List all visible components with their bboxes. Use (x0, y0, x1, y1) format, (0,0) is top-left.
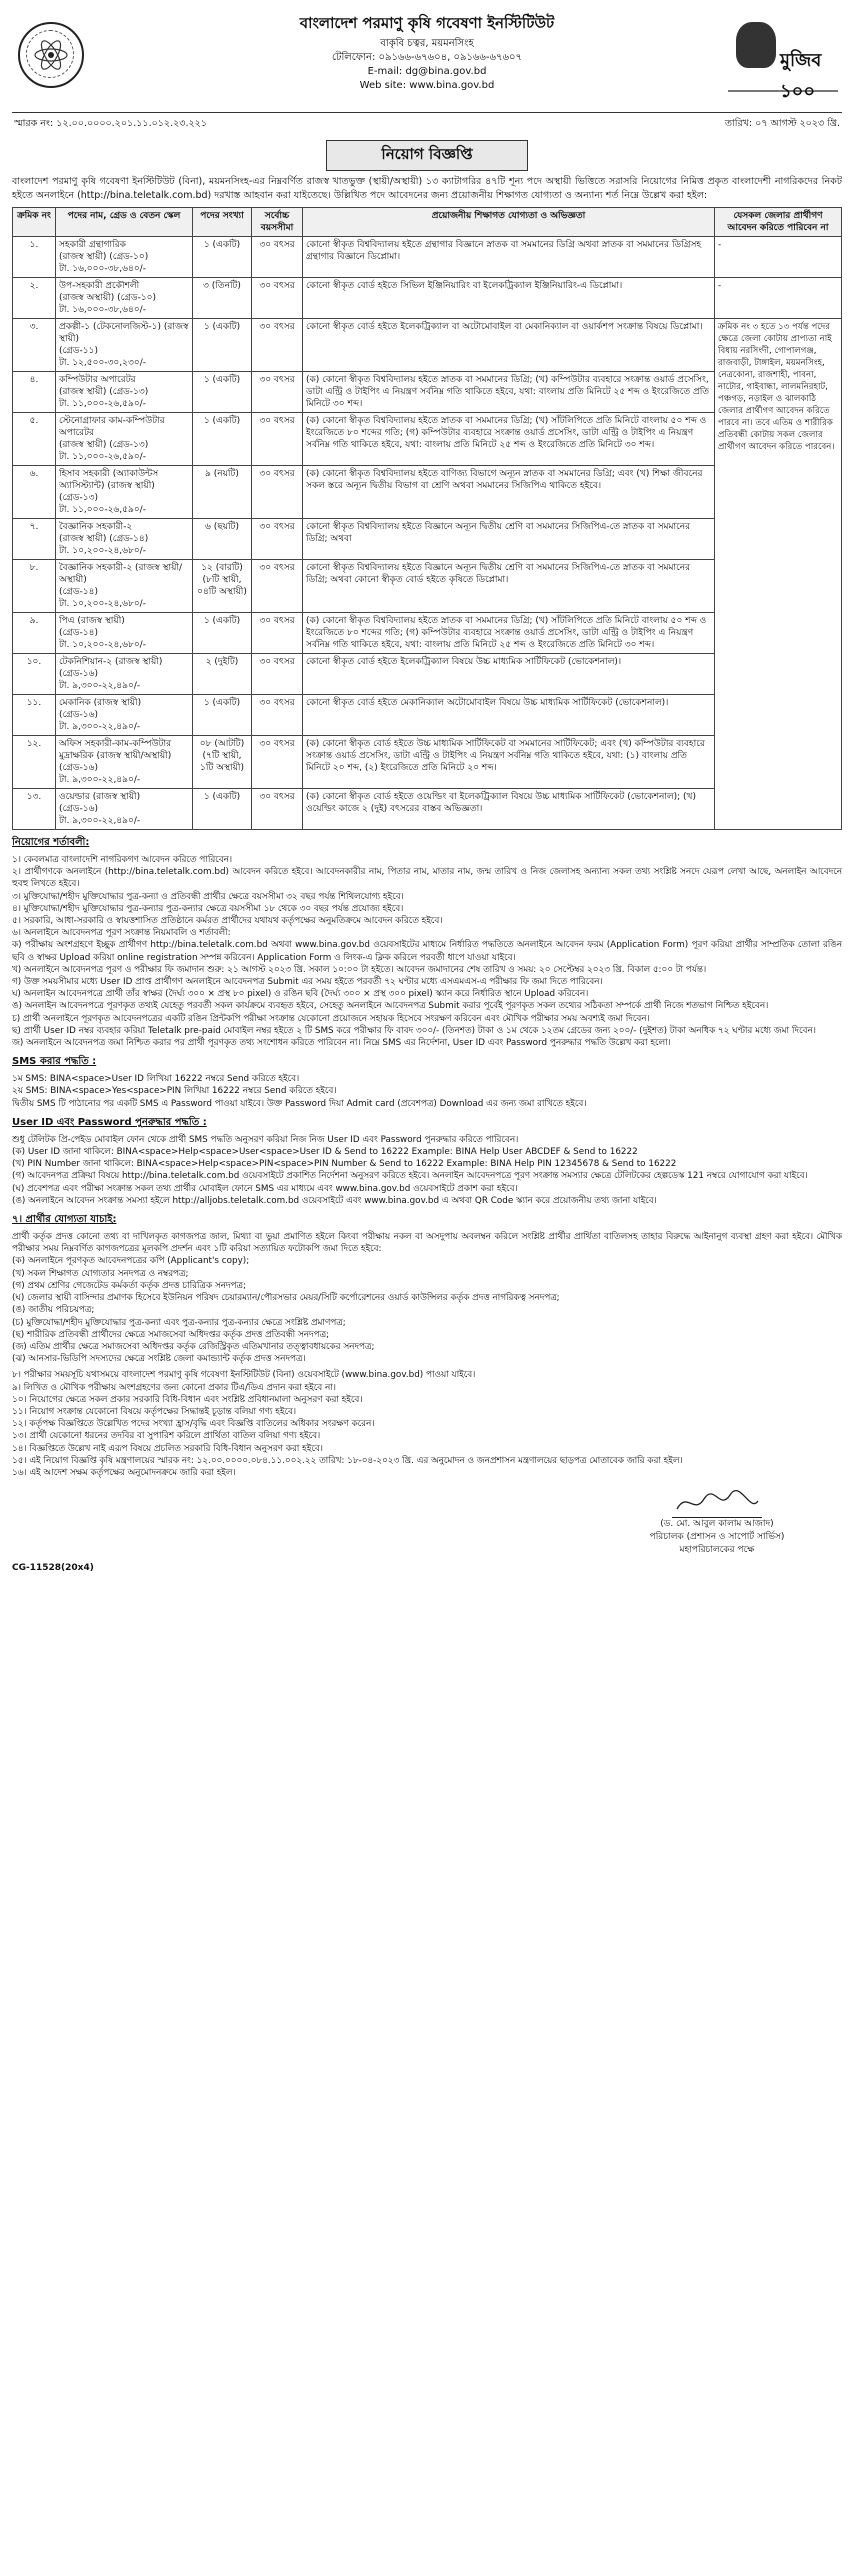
row-post-cell (56, 654, 193, 695)
row-qualification: (ক) কোনো স্বীকৃত বোর্ড হইতে ওয়েল্ডিং বা ইলেকট্রিক্যাল বিষয়ে উচ্চ মাধ্যমিক সার্টিফিকেট (ভোকেশনাল); (খ) ওয়েল্ডিং কাজে ২ (দুই) বৎসরের বাস্তব অভিজ্ঞতা। (303, 789, 715, 830)
row-post-count: ১ (একটি) (193, 237, 252, 278)
uid-line: (খ) PIN Number জানা থাকিলে: BINA<space>Help<space>PIN<space>PIN Number & Send to 16222 Example: BINA Help PIN 12345678 & Send to 16222 (12, 1159, 677, 1170)
row-post-cell (56, 278, 193, 319)
col-post-count: পদের সংখ্যা (193, 208, 252, 237)
signatory-on-behalf: মহাপরিচালকের পক্ষে (679, 1545, 755, 1556)
condition-item: ১। কেবলমাত্র বাংলাদেশি নাগরিকগণ আবেদন করিতে পারিবেন। (12, 855, 232, 865)
document-item: (ছ) শারীরিক প্রতিবন্ধী প্রার্থীদের ক্ষেত্রে সমাজসেবা অধিদপ্তর কর্তৃক প্রদত্ত প্রতিবন্ধী সনদপত্র; (12, 1329, 330, 1340)
row-post-scale: টা. ৯,৩০০-২২,৪৯০/- (59, 722, 141, 732)
sms-line: দ্বিতীয় SMS টি পাঠানোর পর একটি SMS এ Password পাওয়া যাইবে। উক্ত Password দিয়া Admit card (প্রবেশপত্র) Download এর জন্য জমা রাখিতে হইবে। (12, 1098, 587, 1109)
row-post-scale: টা. ১১,০০০-২৬,৫৯০/- (59, 505, 146, 515)
document-item: (ঙ) জাতীয় পরিচয়পত্র; (12, 1305, 95, 1316)
posts-table (12, 207, 842, 830)
row-post-name: সহকারী গ্রন্থাগারিক (59, 240, 126, 250)
notice-title: নিয়োগ বিজ্ঞপ্তি (326, 140, 528, 171)
row-max-age: ৩০ বৎসর (252, 613, 303, 654)
row-qualification: (ক) কোনো স্বীকৃত বিশ্ববিদ্যালয় হইতে স্নাতক বা সমমানের ডিগ্রি; (খ) কম্পিউটার ব্যবহারে সংক্রান্ত ওয়ার্ড প্রসেসিং, ডাটা এন্ট্রি ও টাইপিং এ নিয়ন্ত্রণ সর্বনিম্ন গতি থাকিতে হইবে, যথা: বাংলায় প্রতি মিনিটে ২৫ শব্দ ও ইংরেজিতে প্রতি মিনিটে ৩০ শব্দ। (303, 372, 715, 413)
table-row (13, 319, 842, 372)
col-post-name: পদের নাম, গ্রেড ও বেতন স্কেল (56, 208, 193, 237)
row-post-count: ০৮ (আটটি) (৭টি স্থায়ী, ১টি অস্থায়ী) (193, 736, 252, 789)
row-serial: ১০. (13, 654, 56, 695)
uid-line: (ঘ) প্রবেশপত্র এবং পরীক্ষা সংক্রান্ত সকল তথ্য প্রার্থীর মোবাইল ফোনে SMS এর মাধ্যমে এবং www.bina.gov.bd ওয়েবসাইটে প্রকাশ করা হইবে। (12, 1183, 518, 1194)
row-post-scale: টা. ১০,২০০-২৪,৬৮০/- (59, 599, 146, 609)
conditions-heading: নিয়োগের শর্তাবলী: (12, 837, 90, 848)
sms-line: ১ম SMS: BINA<space>User ID লিখিয়া 16222 নম্বরে Send করিতে হইবে। (12, 1074, 300, 1085)
conditions-list (12, 854, 842, 1049)
uid-heading: User ID এবং Password পুনরুদ্ধার পদ্ধতি : (12, 1116, 207, 1128)
row-max-age: ৩০ বৎসর (252, 278, 303, 319)
signatory-name: (ড. মো. আবুল কালাম আজাদ) (660, 1519, 774, 1530)
general-item: ১২। কর্তৃপক্ষ বিজ্ঞপ্তিতে উল্লেখিত পদের সংখ্যা হ্রাস/বৃদ্ধি এবং বিজ্ঞপ্তি বাতিলের অধিকার সংরক্ষণ করেন। (12, 1419, 375, 1430)
general-item: ১১। নিয়োগ সংক্রান্ত যেকোনো বিষয়ে কর্তৃপক্ষের সিদ্ধান্তই চূড়ান্ত বলিয়া গণ্য হইবে। (12, 1406, 297, 1417)
table-row (13, 278, 842, 319)
condition-item: ৫। সরকারি, আধা-সরকারি ও স্বায়ত্তশাসিত প্রতিষ্ঠানে কর্মরত প্রার্থীদের যথাযথ কর্তৃপক্ষের অনুমতিক্রমে আবেদন করিতে হইবে। (12, 916, 443, 927)
docs-heading: ৭। প্রার্থীর যোগ্যতা যাচাই: (12, 1214, 117, 1226)
condition-item: ঘ) অনলাইন আবেদনপত্রে প্রার্থী তাঁর স্বাক্ষর (দৈর্ঘ্য ৩০০ × প্রস্থ ৮০ pixel) ও রঙিন ছবি (দৈর্ঘ্য ৩০০ × প্রস্থ ৩০০ pixel) স্ক্যান করে নির্ধারিত স্থানে Upload করিবেন। (12, 989, 589, 1000)
row-post-count: ১২ (বারটি) (৮টি স্থায়ী, ০৪টি অস্থায়ী) (193, 560, 252, 613)
row-serial: ৯. (13, 613, 56, 654)
org-address: বাকৃবি চত্বর, ময়মনসিংহ (380, 38, 474, 49)
row-post-grade: (গ্রেড-১৬) (59, 804, 98, 814)
row-post-scale: টা. ৯,৩০০-২২,৪৯০/- (59, 816, 141, 826)
row-serial: ২. (13, 278, 56, 319)
row-post-count: ১ (একটি) (193, 319, 252, 372)
row-post-cell (56, 413, 193, 466)
row-serial: ১২. (13, 736, 56, 789)
table-body (13, 237, 842, 830)
org-telephone: টেলিফোন: ০৯১৬৬-৬৭৬০৪, ০৯১৬৬-৬৭৬০৭ (331, 52, 523, 63)
condition-item: ৪। মুক্তিযোদ্ধা/শহীদ মুক্তিযোদ্ধার পুত্র-কন্যার পুত্র-কন্যার ক্ষেত্রে বয়সসীমা ১৮ থেকে ৩০ বছর পর্যন্ত প্রযোজ্য হইবে। (12, 903, 404, 914)
row-post-cell (56, 237, 193, 278)
signatory-title: পরিচালক (প্রশাসন ও সাপোর্ট সার্ভিস) (649, 1532, 785, 1543)
memo-date: তারিখ: ০৭ আগস্ট ২০২৩ খ্রি. (724, 118, 840, 129)
row-post-count: ১ (একটি) (193, 372, 252, 413)
footer-code: CG-11528(20x4) (12, 1563, 94, 1574)
condition-item: ২। প্রার্থীগণকে অনলাইনে (http://bina.teletalk.com.bd) আবেদন করিতে হইবে। আবেদনকারীর নাম, পিতার নাম, মাতার নাম, জন্ম তারিখ ও নিজ জেলাসহ অন্যান্য সকল তথ্য সংশ্লিষ্ট সনদে যেরূপ লেখা আছে, অনলাইন আবেদনে হুবহু লিখতে হইবে। (12, 867, 842, 890)
row-post-grade: (রাজস্ব অস্থায়ী) (গ্রেড-১০) (59, 293, 157, 303)
signature-icon (672, 1487, 762, 1518)
row-post-cell (56, 695, 193, 736)
row-max-age: ৩০ বৎসর (252, 319, 303, 372)
row-post-name: স্টেনোগ্রাফার কাম-কম্পিউটার অপারেটর (59, 416, 165, 438)
row-post-cell (56, 560, 193, 613)
condition-item: গ) উক্ত সময়সীমার মধ্যে User ID প্রাপ্ত প্রার্থীগণ অনলাইনে আবেদনপত্র Submit এর সময় হইতে পরবর্তী ৭২ ঘণ্টার মধ্যে এসএমএস-এ পরীক্ষার ফি জমা দিতে পারিবেন। (12, 977, 603, 988)
condition-item: জ) অনলাইনে আবেদনপত্র জমা নিশ্চিত করার পর প্রার্থী পূরণকৃত তথ্য সংশোধন করিতে পারিবেন না। নিম্নে SMS এর নির্দেশনা, User ID এবং Password পুনরুদ্ধার পদ্ধতি উল্লেখ করা হলো। (12, 1038, 671, 1049)
uid-line: (গ) আবেদনপত্র প্রক্রিয়া বিষয়ে http://bina.teletalk.com.bd ওয়েবসাইটে প্রকাশিত নির্দেশনা অনুসরণ করিতে হইবে। অনলাইন আবেদনপত্রে পূরণ সংক্রান্ত সমস্যার ক্ষেত্রে টেলিটকের হেল্পডেস্ক 121 নম্বরে যোগাযোগ করা যাইবে। (12, 1171, 808, 1182)
row-qualification: কোনো স্বীকৃত বোর্ড হইতে ইলেকট্রিক্যাল বিষয়ে উচ্চ মাধ্যমিক সার্টিফিকেট (ভোকেশনাল)। (303, 654, 715, 695)
memo-number: স্মারক নং: ১২.০০.০০০০.২০১.১১.০১২.২৩.২২১ (14, 118, 208, 129)
row-post-name: পিএ (রাজস্ব স্থায়ী) (59, 616, 125, 626)
row-post-grade: (গ্রেড-১১) (59, 346, 98, 356)
row-post-grade: (রাজস্ব স্থায়ী) (গ্রেড-১৩) (59, 387, 149, 397)
sms-list (12, 1073, 842, 1110)
row-post-cell (56, 372, 193, 413)
row-post-name: হিসাব সহকারী (অ্যাকাউন্টস অ্যাসিস্ট্যান্ট) (রাজস্ব স্থায়ী) (59, 469, 159, 491)
row-max-age: ৩০ বৎসর (252, 695, 303, 736)
table-header-row (13, 208, 842, 237)
row-max-age: ৩০ বৎসর (252, 372, 303, 413)
row-post-grade: (গ্রেড-১৬) (59, 669, 98, 679)
org-email: E-mail: dg@bina.gov.bd (367, 66, 487, 77)
row-qualification: (ক) কোনো স্বীকৃত বিশ্ববিদ্যালয় হইতে স্নাতক বা সমমানের ডিগ্রি; (খ) সাঁটলিপিতে প্রতি মিনিটে বাংলায় ৫০ শব্দ ও ইংরেজিতে ৮০ শব্দের গতি; (গ) কম্পিউটার ব্যবহারে সংক্রান্ত ওয়ার্ড প্রসেসিং, ডাটা এন্ট্রি ও টাইপিং এ নিয়ন্ত্রণ সর্বনিম্ন গতি থাকিতে হইবে, যথা: বাংলায় প্রতি মিনিটে ২৫ শব্দ ও ইংরেজিতে প্রতি মিনিটে ৩০ শব্দ। (303, 613, 715, 654)
row-serial: ৪. (13, 372, 56, 413)
row-post-count: ৩ (তিনটি) (193, 278, 252, 319)
sms-line: ২য় SMS: BINA<space>Yes<space>PIN লিখিয়া 16222 নম্বরে Send করিতে হইবে। (12, 1086, 337, 1097)
document-item: (চ) মুক্তিযোদ্ধা/শহীদ মুক্তিযোদ্ধার পুত্র-কন্যা এবং পুত্র-কন্যার পুত্র-কন্যার ক্ষেত্রে সংশ্লিষ্ট প্রমাণপত্র; (12, 1317, 346, 1328)
org-website: Web site: www.bina.gov.bd (359, 80, 495, 91)
general-item: ৯। লিখিত ও মৌখিক পরীক্ষায় অংশগ্রহণের জন্য কোনো প্রকার টিএ/ডিএ প্রদান করা হইবে না। (12, 1382, 336, 1393)
row-qualification: কোনো স্বীকৃত বোর্ড হইতে ইলেকট্রিক্যাল বা অটোমোবাইল বা মেকানিক্যাল বা ওয়ার্কশপ সংক্রান্ত বিষয়ে ডিপ্লোমা। (303, 319, 715, 372)
col-serial: ক্রমিক নং (13, 208, 56, 237)
row-post-grade: (রাজস্ব স্থায়ী) (গ্রেড-১০) (59, 252, 149, 262)
row-post-grade: (গ্রেড-১৪) (59, 587, 98, 597)
excluded-districts-note: ক্রমিক নং ৩ হতে ১৩ পর্যন্ত পদের ক্ষেত্রে জেলা কোটায় প্রাপ্যতা নাই বিধায় নরসিংদী, গোপালগঞ্জ, রাজবাড়ী, টাঙ্গাইল, ময়মনসিংহ, নেত্রকোনা, রাজশাহী, পাবনা, নাটোর, গাইবান্ধা, লালমনিরহাট, পঞ্চগড়, নড়াইল ও ঝালকাঠি জেলার প্রার্থীগণ আবেদন করিতে পারবে না। তবে এতিম ও শারীরিক প্রতিবন্ধী কোটায় সকল জেলার প্রার্থীগণ আবেদন করিতে পারবেন। (715, 319, 842, 830)
row-qualification: কোনো স্বীকৃত বোর্ড হইতে সিভিল ইঞ্জিনিয়ারিং বা ইলেকট্রিক্যাল ইঞ্জিনিয়ারিং-এ ডিপ্লোমা। (303, 278, 715, 319)
row-post-count: ১ (একটি) (193, 613, 252, 654)
row-qualification: কোনো স্বীকৃত বিশ্ববিদ্যালয় হইতে বিজ্ঞানে অন্যূন দ্বিতীয় শ্রেণি বা সমমানের সিজিপিএ-তে স্নাতক বা সমমানের ডিগ্রি; অথবা (303, 519, 715, 560)
condition-item: ঙ) অনলাইন আবেদনপত্রে পূরণকৃত তথ্যই যেহেতু পরবর্তী সকল কার্যক্রমে ব্যবহৃত হইবে, সেহেতু অনলাইনে আবেদনপত্র Submit করার পূর্বেই পূরণকৃত সকল তথ্যের সঠিকতা সম্পর্কে প্রার্থী নিজে শতভাগ নিশ্চিত হইবেন। (12, 1001, 769, 1012)
row-max-age: ৩০ বৎসর (252, 736, 303, 789)
row-excluded-districts: - (715, 278, 842, 319)
condition-item: ৩। মুক্তিযোদ্ধা/শহীদ মুক্তিযোদ্ধার পুত্র-কন্যা ও প্রতিবন্ধী প্রার্থীর ক্ষেত্রে বয়সসীমা ৩২ বছর পর্যন্ত শিথিলযোগ্য হইবে। (12, 891, 404, 902)
row-post-cell (56, 613, 193, 654)
condition-item: ৬। অনলাইনে আবেদনপত্র পূরণ সংক্রান্ত নিয়মাবলি ও শর্তাবলী: (12, 928, 231, 939)
row-serial: ৩. (13, 319, 56, 372)
row-serial: ১১. (13, 695, 56, 736)
row-post-scale: টা. ১১,০০০-২৬,৫৯০/- (59, 399, 146, 409)
row-post-grade: (গ্রেড-১৪) (59, 628, 98, 638)
row-post-name: বৈজ্ঞানিক সহকারী-২ (59, 522, 133, 532)
row-post-count: ১ (একটি) (193, 695, 252, 736)
row-post-grade: (রাজস্ব স্থায়ী) (গ্রেড-১৪) (59, 534, 149, 544)
notice-page (12, 0, 842, 1573)
row-qualification: কোনো স্বীকৃত বিশ্ববিদ্যালয় হইতে বিজ্ঞানে অন্যূন দ্বিতীয় শ্রেণি বা সমমানের সিজিপিএ-তে স্নাতক বা সমমানের ডিগ্রি; অথবা কোনো স্বীকৃত বোর্ড হইতে কৃষিতে ডিপ্লোমা। (303, 560, 715, 613)
header (12, 12, 842, 113)
row-post-scale: টা. ৯,৩০০-২২,৪৯০/- (59, 681, 141, 691)
condition-item: ক) পরীক্ষায় অংশগ্রহণে ইচ্ছুক প্রার্থীগণ http://bina.teletalk.com.bd অথবা www.bina.gov.bd ওয়েবসাইটের মাধ্যমে নির্ধারিত পদ্ধতিতে অনলাইনে আবেদন ফরম (Application Form) পূরণ করিয়া প্রার্থীর সাম্প্রতিক তোলা রঙিন ছবি ও স্বাক্ষর Upload করিয়া online registration সম্পন্ন করিবেন। Application Form ও লিংক-এ ক্লিক করিলে পরবর্তী ধাপে যাওয়া যাইবে। (12, 940, 842, 963)
row-max-age: ৩০ বৎসর (252, 789, 303, 830)
row-post-cell (56, 736, 193, 789)
general-list (12, 1369, 842, 1479)
row-post-count: ৯ (নয়টি) (193, 466, 252, 519)
document-item: (ঘ) জেলার স্থায়ী বাসিন্দার প্রমাণক হিসেবে ইউনিয়ন পরিষদ চেয়ারম্যান/পৌরসভার মেয়র/সিটি কর্পোরেশনের ওয়ার্ড কাউন্সিলর কর্তৃক প্রদত্ত নাগরিকত্ব সনদপত্র; (12, 1293, 560, 1304)
row-serial: ৫. (13, 413, 56, 466)
document-item: (খ) সকল শিক্ষাগত যোগ্যতার সনদপত্র ও নম্বরপত্র; (12, 1268, 189, 1279)
row-qualification: (ক) কোনো স্বীকৃত বোর্ড হইতে উচ্চ মাধ্যমিক সার্টিফিকেট বা সমমানের সার্টিফিকেট; এবং (খ) কম্পিউটার ব্যবহারে সংক্রান্ত ওয়ার্ড প্রসেসিং, ডাটা এন্ট্রি ও টাইপিং এ নিয়ন্ত্রণ সর্বনিম্ন গতি থাকিতে হইবে, যথা: (১) বাংলায় প্রতি মিনিটে ২০ শব্দ, (২) ইংরেজিতে প্রতি মিনিটে ২০ শব্দ। (303, 736, 715, 789)
mujib-100-logo-icon (728, 16, 838, 102)
uid-line: (ক) User ID জানা থাকিলে: BINA<space>Help<space>User<space>User ID & Send to 16222 Example: BINA Help User ABCDEF & Send to 16222 (12, 1147, 638, 1158)
uid-line: (ঙ) অনলাইনে আবেদন সংক্রান্ত সমস্যা হইলে http://alljobs.teletalk.com.bd ওয়েবসাইটে এবং www.bina.gov.bd এ অথবা QR Code স্ক্যান করে প্রয়োজনীয় তথ্য জানা যাইবে। (12, 1195, 657, 1206)
row-max-age: ৩০ বৎসর (252, 237, 303, 278)
condition-item: ছ) প্রার্থী User ID নম্বর ব্যবহার করিয়া Teletalk pre-paid মোবাইল নম্বর হইতে ২ টি SMS করে পরীক্ষার ফি বাবদ ৩০০/- (তিনশত) টাকা ও ১ম থেকে ১২তম গ্রেডের জন্য ২০০/- (দুইশত) টাকা অনধিক ৭২ ঘণ্টার মধ্যে জমা দিবেন। (12, 1025, 816, 1036)
row-max-age: ৩০ বৎসর (252, 519, 303, 560)
row-post-name: বৈজ্ঞানিক সহকারী-২ (রাজস্ব স্থায়ী/অস্থায়ী) (59, 563, 182, 585)
document-item: (গ) প্রথম শ্রেণির গেজেটেড কর্মকর্তা কর্তৃক প্রদত্ত চারিত্রিক সনদপত্র; (12, 1280, 246, 1291)
general-item: ১৬। এই আদেশ সক্ষম কর্তৃপক্ষের অনুমোদনক্রমে জারি করা হইল। (12, 1467, 236, 1478)
col-max-age: সর্বোচ্চ বয়সসীমা (252, 208, 303, 237)
row-post-grade: (গ্রেড-১৩) (59, 493, 98, 503)
row-post-scale: টা. ৯,৩০০-২২,৪৯০/- (59, 775, 141, 785)
general-item: ১৩। প্রার্থী যেকোনো ধরনের তদবির বা সুপারিশ করিলে প্রার্থিতা বাতিল বলিয়া গণ্য হইবে। (12, 1431, 321, 1442)
row-excluded-districts: - (715, 237, 842, 278)
general-item: ১০। নিয়োগের ক্ষেত্রে সকল প্রকার সরকারি বিধি-বিধান এবং সংশ্লিষ্ট প্রবিধানমালা অনুসরণ করা হইবে। (12, 1394, 363, 1405)
row-serial: ৮. (13, 560, 56, 613)
uid-line: শুধু টেলিটক প্রি-পেইড মোবাইল ফোন থেকে প্রার্থী SMS পদ্ধতি অনুসরণ করিয়া নিজ নিজ User ID এবং Password পুনরুদ্ধার করিতে পারিবেন। (12, 1134, 519, 1145)
row-qualification: কোনো স্বীকৃত বিশ্ববিদ্যালয় হইতে গ্রন্থাগার বিজ্ঞানে স্নাতক বা সমমানের ডিগ্রি অথবা স্নাতক বা সমমানের ডিগ্রিসহ গ্রন্থাগার বিজ্ঞানে ডিপ্লোমা। (303, 237, 715, 278)
row-post-name: উপ-সহকারী প্রকৌশলী (59, 281, 140, 291)
col-excluded-districts: যেসকল জেলার প্রার্থীগণ আবেদন করিতে পারিবেন না (715, 208, 842, 237)
condition-item: চ) প্রার্থী অনলাইনে পূরণকৃত আবেদনপত্রের একটি রঙিন প্রিন্টকপি পরীক্ষা সংক্রান্ত যেকোনো প্রয়োজনে সহায়ক হিসেবে সংরক্ষণ করিবেন এবং মৌখিক পরীক্ষার সময় অবশ্যই জমা দিবেন। (12, 1013, 650, 1024)
row-post-scale: টা. ১০,২০০-২৪,৬৮০/- (59, 640, 146, 650)
row-serial: ৬. (13, 466, 56, 519)
row-qualification: (ক) কোনো স্বীকৃত বিশ্ববিদ্যালয় হইতে বাণিজ্য বিভাগে অন্যূন স্নাতক বা সমমানের ডিগ্রি; এবং (খ) শিক্ষা জীবনের সকল স্তরে অন্যূন দ্বিতীয় বিভাগ বা শ্রেণি অথবা সমমানের সিজিপিএ থাকিতে হইবে। (303, 466, 715, 519)
intro-paragraph: বাংলাদেশ পরমাণু কৃষি গবেষণা ইনস্টিটিউট (বিনা), ময়মনসিংহ-এর নিম্নবর্ণিত রাজস্ব খাতভুক্ত (স্থায়ী/অস্থায়ী) ১৩ ক্যাটাগরির ৪৭টি শূন্য পদে অস্থায়ী ভিত্তিতে সরাসরি নিয়োগের নিমিত্ত প্রকৃত বাংলাদেশী নাগরিকদের নিকট হইতে অনলাইনে (http://bina.teletalk.com.bd) দরখাস্ত আহবান করা যাইতেছে। উল্লিখিত পদে আবেদনের জন্য প্রয়োজনীয় শিক্ষাগত যোগ্যতা ও অন্যান্য শর্ত নিম্নে উল্লেখ করা হইল: (12, 176, 842, 201)
general-item: ১৪। বিজ্ঞপ্তিতে উল্লেখ নাই এরূপ বিষয়ে প্রচলিত সরকারি বিধি-বিধান অনুসরণ করা হইবে। (12, 1443, 323, 1454)
row-post-name: ওয়েল্ডার (রাজস্ব স্থায়ী) (59, 792, 141, 802)
row-post-grade: (গ্রেড-১৬) (59, 763, 98, 773)
row-post-scale: টা. ১৬,০০০-৩৮,৬৪০/- (59, 264, 146, 274)
institute-logo-icon (18, 22, 84, 88)
row-post-scale: টা. ১০,২০০-২৪,৬৮০/- (59, 546, 146, 556)
row-post-count: ১ (একটি) (193, 413, 252, 466)
signature-block (592, 1487, 842, 1557)
row-post-grade: (রাজস্ব স্থায়ী) (গ্রেড-১৩) (59, 440, 149, 450)
row-post-grade: (গ্রেড-১৬) (59, 710, 98, 720)
row-post-cell (56, 789, 193, 830)
condition-item: খ) অনলাইনে আবেদনপত্র পূরণ ও পরীক্ষার ফি জমাদান শুরু: ২১ আগস্ট ২০২৩ খ্রি. সকাল ১০:০০ টা হইতে। আবেদন জমাদানের শেষ তারিখ ও সময়: ২০ সেপ্টেম্বর ২০২৩ খ্রি. বিকাল ৫:০০ টা পর্যন্ত। (12, 964, 707, 975)
memo-row (12, 113, 842, 136)
row-max-age: ৩০ বৎসর (252, 560, 303, 613)
table-row (13, 237, 842, 278)
row-post-cell (56, 466, 193, 519)
document-item: (ঝ) আনসার-ভিডিপি সদস্যদের ক্ষেত্রে সংশ্লিষ্ট জেলা কমান্ড্যান্ট কর্তৃক প্রদত্ত সনদপত্র। (12, 1354, 306, 1365)
row-post-count: ২ (দুইটি) (193, 654, 252, 695)
document-item: (ক) অনলাইনে পূরণকৃত আবেদনপত্রের কপি (Applicant's copy); (12, 1256, 250, 1267)
mujib-100-logo-text: মুজিব ১০০ (780, 50, 822, 102)
row-serial: ১৩. (13, 789, 56, 830)
row-max-age: ৩০ বৎসর (252, 654, 303, 695)
docs-list (12, 1231, 842, 1365)
row-post-name: টেকনিশিয়ান-২ (রাজস্ব স্থায়ী) (59, 657, 163, 667)
general-item: ১৫। এই নিয়োগ বিজ্ঞপ্তি কৃষি মন্ত্রণালয়ের স্মারক নং: ১২.০০.০০০০.০৮৪.১১.০০২.২২ তারিখ: ১৮-০৪-২০২৩ খ্রি. এর অনুমোদন ও জনপ্রশাসন মন্ত্রণালয়ের ছাড়পত্র মোতাবেক জারি করা হইল। (12, 1455, 683, 1466)
row-post-name: প্রকল্পী-১ (টেকনোলজিস্ট-১) (রাজস্ব স্থায়ী) (59, 322, 189, 344)
row-post-name: কম্পিউটার অপারেটর (59, 375, 136, 385)
row-post-cell (56, 319, 193, 372)
row-post-scale: টা. ১৬,০০০-৩৮,৬৪০/- (59, 305, 146, 315)
sms-heading: SMS করার পদ্ধতি : (12, 1056, 97, 1068)
row-post-scale: টা. ১১,০০০-২৬,৫৯০/- (59, 452, 146, 462)
row-post-count: ৬ (ছয়টি) (193, 519, 252, 560)
row-qualification: কোনো স্বীকৃত বোর্ড হইতে মেকানিক্যাল অটোমোবাইল বিষয়ে উচ্চ মাধ্যমিক সার্টিফিকেট (ভোকেশনাল)। (303, 695, 715, 736)
general-item: ৮। পরীক্ষার সময়সূচি যথাসময়ে বাংলাদেশ পরমাণু কৃষি গবেষণা ইনস্টিটিউট (বিনা) ওয়েবসাইটে (www.bina.gov.bd) পাওয়া যাইবে। (12, 1370, 476, 1381)
uid-list (12, 1134, 842, 1207)
org-name: বাংলাদেশ পরমাণু কৃষি গবেষণা ইনস্টিটিউট (299, 14, 555, 32)
document-item: প্রার্থী কর্তৃক প্রদত্ত কোনো তথ্য বা দাখিলকৃত কাগজপত্র জাল, মিথ্যা বা ভুয়া প্রমাণিত হইলে কিংবা পরীক্ষায় নকল বা অসদুপায় অবলম্বন করিলে সংশ্লিষ্ট প্রার্থীর প্রার্থিতা বাতিলসহ তাহার বিরুদ্ধে আইনানুগ ব্যবস্থা গ্রহণ করা হইবে। মৌখিক পরীক্ষার সময় নিম্নবর্ণিত কাগজপত্রের মূলকপি প্রদর্শন এবং ১টি করিয়া সত্যায়িত ফটোকপি জমা দিতে হইবে: (12, 1232, 842, 1255)
row-serial: ১. (13, 237, 56, 278)
row-post-scale: টা. ১২,৫০০-৩০,২৩০/- (59, 358, 146, 368)
row-max-age: ৩০ বৎসর (252, 413, 303, 466)
row-max-age: ৩০ বৎসর (252, 466, 303, 519)
document-item: (জ) এতিম প্রার্থীর ক্ষেত্রে সমাজসেবা অধিদপ্তর কর্তৃক রেজিস্ট্রিকৃত এতিমখানার তত্ত্বাবধায়কের সনদপত্র; (12, 1341, 375, 1352)
row-qualification: (ক) কোনো স্বীকৃত বিশ্ববিদ্যালয় হইতে স্নাতক বা সমমানের ডিগ্রি; (খ) সাঁটলিপিতে প্রতি মিনিটে বাংলায় ৫০ শব্দ ও ইংরেজিতে ৮০ শব্দের গতি; (গ) কম্পিউটার ব্যবহারে সংক্রান্ত ওয়ার্ড প্রসেসিং, ডাটা এন্ট্রি ও টাইপিং এ নিয়ন্ত্রণ সর্বনিম্ন গতি থাকিতে হইবে, যথা: বাংলায় প্রতি মিনিটে ২৫ শব্দ ও ইংরেজিতে প্রতি মিনিটে ৩০ শব্দ। (303, 413, 715, 466)
row-serial: ৭. (13, 519, 56, 560)
row-post-name: অফিস সহকারী-কাম-কম্পিউটার মুদ্রাক্ষরিক (রাজস্ব স্থায়ী/অস্থায়ী) (59, 739, 172, 761)
row-post-count: ১ (একটি) (193, 789, 252, 830)
row-post-name: মেকানিক (রাজস্ব স্থায়ী) (59, 698, 142, 708)
row-post-cell (56, 519, 193, 560)
col-qualification: প্রয়োজনীয় শিক্ষাগত যোগ্যতা ও অভিজ্ঞতা (303, 208, 715, 237)
